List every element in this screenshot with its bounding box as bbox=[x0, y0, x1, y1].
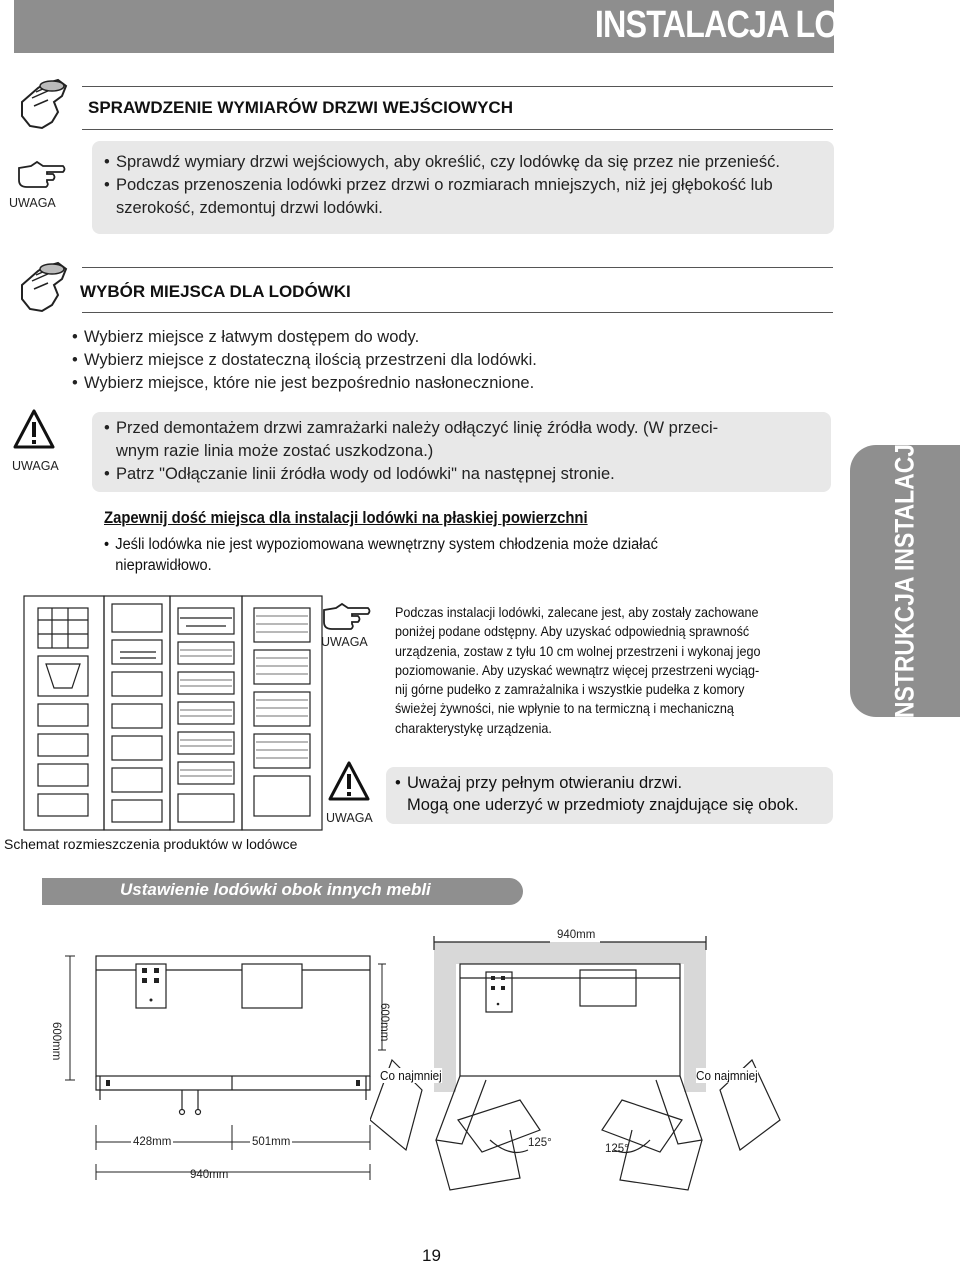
section2-rule-bottom bbox=[82, 312, 833, 313]
page-number: 19 bbox=[422, 1246, 441, 1265]
section2-title-text: WYBÓR MIEJSCA DLA LODÓWKI bbox=[80, 282, 351, 301]
pointing-hand-icon bbox=[17, 160, 67, 190]
note2-label: UWAGA bbox=[321, 635, 368, 649]
note2-line-1: Podczas instalacji lodówki, zalecane jest, aby zostały zachowane bbox=[395, 604, 759, 620]
note2-line-4: poziomowanie. Aby uzyskać wewnątrz więcej przestrzeni wyciąg- bbox=[395, 661, 760, 678]
warning2-text: • Uważaj przy pełnym otwieraniu drzwi. Mogą one uderzyć w przedmioty znajdujące się obok. bbox=[395, 774, 799, 814]
angle-right: 125° bbox=[605, 1143, 629, 1155]
warning1-line-1: Przed demontażem drzwi zamrażarki należy odłączyć linię źródła wody. (W przeci- bbox=[116, 419, 719, 437]
section1-rule bbox=[82, 86, 833, 87]
dim-depth-left: 600mm bbox=[50, 1022, 62, 1061]
section2-title bbox=[80, 282, 351, 302]
section2-list: • Wybierz miejsce z łatwym dostępem do wody. • Wybierz miejsce z dostateczną ilością przestrzeni dla lodówki. • Wybierz miejsce, które nie jest bezpośrednio nasłonecznione. bbox=[72, 328, 537, 392]
section2-item-1: Wybierz miejsce z łatwym dostępem do wody. bbox=[84, 328, 420, 346]
warning2-line-2: Mogą one uderzyć w przedmioty znajdujące się obok. bbox=[407, 796, 799, 814]
note1-line-2: Podczas przenoszenia lodówki przez drzwi o rozmiarach mniejszych, niż jej głębokość lub bbox=[116, 176, 773, 194]
dim-total-top: 940mm bbox=[554, 929, 598, 941]
level-title: Zapewnij dość miejsca dla instalacji lodówki na płaskiej powierzchni bbox=[104, 509, 588, 527]
note2-line-2: poniżej podane odstępny. Aby uzyskać odpowiednią sprawność bbox=[395, 623, 750, 640]
note1-text: • Sprawdź wymiary drzwi wejściowych, aby określić, czy lodówkę da się przez nie przenieść. • Podczas przenoszenia lodówki przez drzwi o rozmiarach mniejszych, niż jej głębokość lub szerokość, zdemontuj drzwi lodówki. bbox=[104, 153, 780, 217]
note1-label: UWAGA bbox=[9, 196, 56, 210]
section2-item-2: Wybierz miejsce z dostateczną ilością przestrzeni dla lodówki. bbox=[84, 351, 537, 369]
min-clearance-right: Co najmniej bbox=[696, 1068, 758, 1083]
level-line-2: nieprawidłowo. bbox=[115, 557, 212, 574]
min-clearance-left: Co najmniej bbox=[380, 1068, 442, 1083]
top-view-diagram-left bbox=[60, 950, 380, 1190]
note2-line-5: nij górne pudełko z zamrażalnika i wszystkie pudełka z komory bbox=[395, 681, 745, 698]
freezer-compartment bbox=[104, 596, 170, 830]
fridge-interior-diagram bbox=[16, 590, 328, 835]
note2-line-7: charakterystykę urządzenia. bbox=[395, 719, 552, 736]
section1-title: SPRAWDZENIE WYMIARÓW DRZWI WEJŚCIOWYCH bbox=[88, 98, 513, 117]
warning-triangle-icon bbox=[327, 760, 371, 802]
wall-area bbox=[434, 942, 706, 964]
section1-rule-bottom bbox=[82, 129, 833, 130]
note1-line-1: Sprawdź wymiary drzwi wejściowych, aby określić, czy lodówkę da się przez nie przenieść. bbox=[116, 153, 780, 171]
level-line-1: Jeśli lodówka nie jest wypoziomowana wewnętrzny system chłodzenia może działać bbox=[115, 536, 658, 553]
dim-depth-right: 600mm bbox=[378, 1003, 390, 1042]
fridge-compartment bbox=[170, 596, 242, 830]
warning-triangle-icon bbox=[12, 408, 56, 450]
section2-rule bbox=[82, 267, 833, 268]
hand-pointer-icon bbox=[14, 255, 72, 317]
note2-line-6: świeżej żywności, nie wpłynie to na termiczną i mechaniczną bbox=[395, 700, 734, 717]
placement-title: Ustawienie lodówki obok innych mebli bbox=[120, 880, 431, 899]
freezer-door bbox=[24, 596, 104, 830]
fridge-top-view-right bbox=[460, 964, 680, 1076]
note1-line-3: szerokość, zdemontuj drzwi lodówki. bbox=[116, 199, 383, 217]
side-tab-label: INSTRUKCJA INSTALACJI bbox=[889, 437, 920, 725]
section2-item-3: Wybierz miejsce, które nie jest bezpośrednio nasłonecznione. bbox=[84, 374, 535, 392]
note2-text bbox=[395, 603, 761, 738]
warning1-label: UWAGA bbox=[12, 459, 59, 473]
warning2-line-1: Uważaj przy pełnym otwieraniu drzwi. bbox=[407, 774, 683, 792]
fridge-caption: Schemat rozmieszczenia produktów w lodówce bbox=[4, 836, 298, 852]
level-text: • Jeśli lodówka nie jest wypoziomowana wewnętrzny system chłodzenia może działać nieprawidłowo. bbox=[104, 536, 658, 574]
pointing-hand-icon bbox=[322, 602, 372, 632]
page-title: INSTALACJA LODÓWKI bbox=[595, 4, 946, 46]
note2-line-3: urządzenia, zostaw z tyłu 10 cm wolnej przestrzeni i wykonaj jego bbox=[395, 642, 761, 659]
warning1-text: • Przed demontażem drzwi zamrażarki należy odłączyć linię źródła wody. (W przeci- wnym razie linia może zostać uszkodzona.) • Patrz "Odłączanie linii źródła wody od lodówki" na następnej stronie. bbox=[104, 419, 719, 483]
warning1-line-2: wnym razie linia może zostać uszkodzona.) bbox=[116, 442, 434, 460]
warning2-label: UWAGA bbox=[326, 811, 373, 825]
hand-pointer-icon bbox=[14, 72, 72, 134]
dim-width-left: 428mm bbox=[133, 1136, 172, 1148]
angle-left: 125° bbox=[528, 1137, 552, 1149]
dim-total-bottom: 940mm bbox=[190, 1169, 229, 1181]
dim-width-right: 501mm bbox=[252, 1136, 291, 1148]
warning1-line-3: Patrz "Odłączanie linii źródła wody od lodówki" na następnej stronie. bbox=[116, 465, 615, 483]
